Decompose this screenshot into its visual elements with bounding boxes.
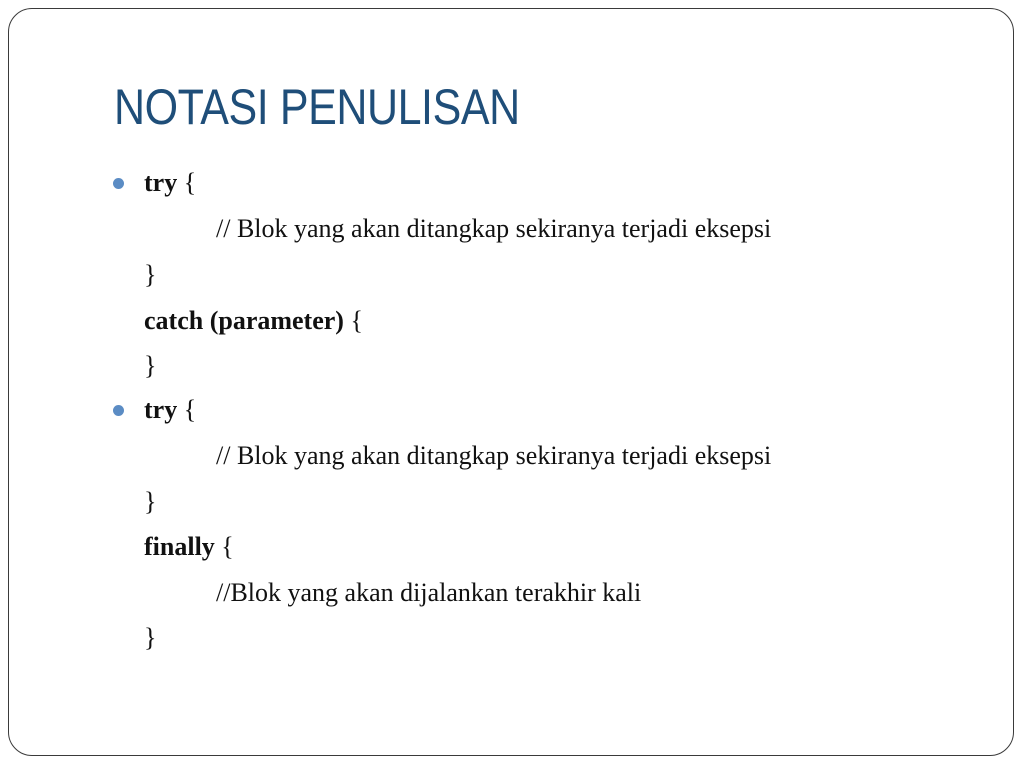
code-line-catch — [144, 308, 363, 334]
open-brace: { — [177, 168, 197, 197]
keyword-finally: finally — [144, 532, 215, 561]
keyword-try: try — [144, 395, 178, 424]
open-brace: { — [214, 532, 234, 561]
close-brace: } — [144, 623, 157, 652]
code-comment-line: // Blok yang akan ditangkap sekiranya terjadi eksepsi — [216, 214, 772, 243]
keyword-try: try — [144, 168, 178, 197]
keyword-catch: catch (parameter) — [144, 306, 344, 335]
bullet-dot — [113, 405, 124, 416]
close-brace: } — [144, 260, 157, 289]
bullet-dot — [113, 178, 124, 189]
code-line-finally — [144, 534, 234, 560]
open-brace: { — [343, 306, 363, 335]
code-line-try — [144, 170, 196, 196]
open-brace: { — [177, 395, 197, 424]
code-comment-line: // Blok yang akan ditangkap sekiranya terjadi eksepsi — [216, 441, 772, 470]
close-brace: } — [144, 487, 157, 516]
code-line-try — [144, 397, 196, 423]
code-comment-line: //Blok yang akan dijalankan terakhir kali — [216, 578, 642, 607]
slide-title: NOTASI PENULISAN — [114, 79, 520, 135]
close-brace: } — [144, 351, 157, 380]
